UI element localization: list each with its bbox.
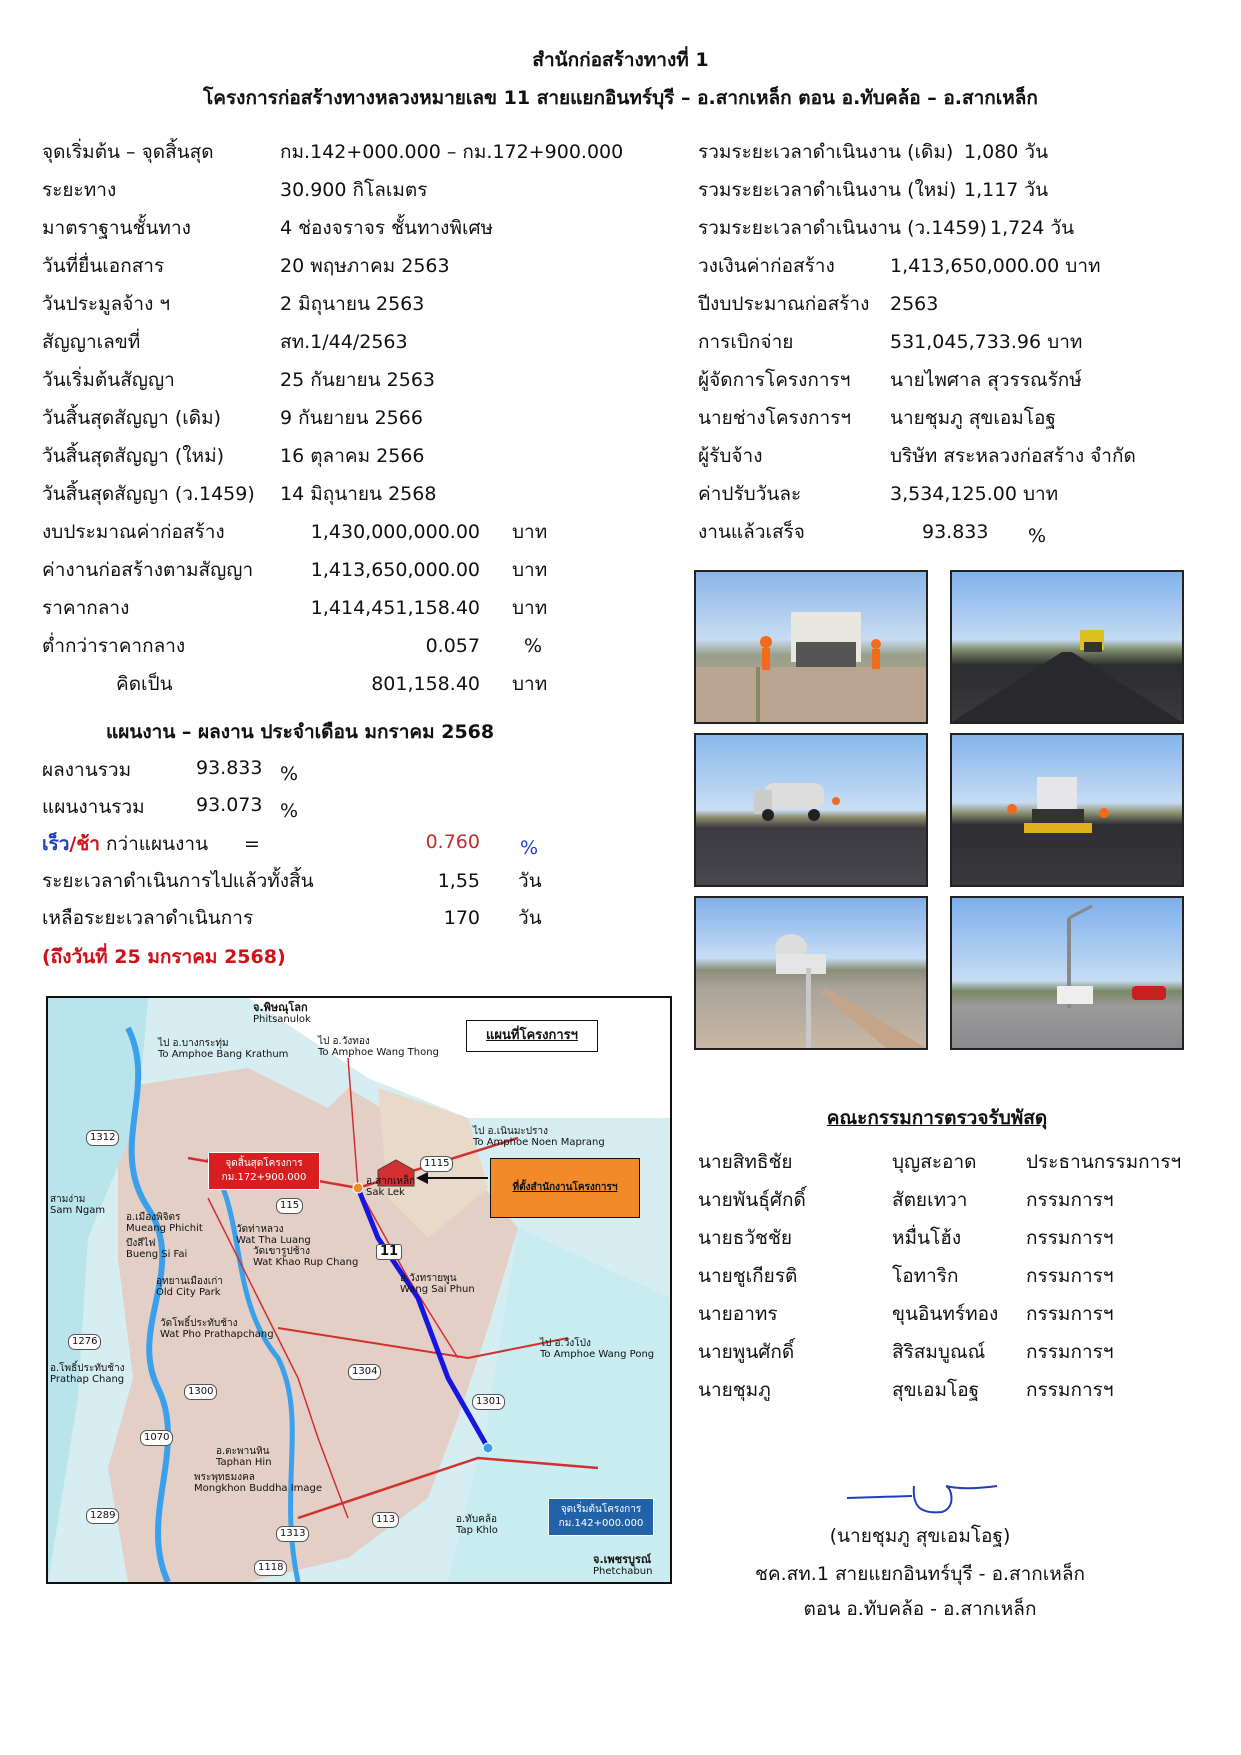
road-number-10: 1313 [276, 1526, 309, 1542]
detail-label: ปีงบประมาณก่อสร้าง [698, 293, 870, 315]
map-place-18: อุทยานเมืองเก่า [156, 1276, 223, 1287]
detail-label: วงเงินค่าก่อสร้าง [698, 255, 835, 277]
map-place-26: อ.โพธิ์ประทับช้าง [50, 1363, 125, 1374]
fast-slow-row [42, 832, 208, 856]
map-place-23: Wang Sai Phun [400, 1284, 475, 1295]
detail-value: สท.1/44/2563 [280, 331, 408, 353]
detail-value: 2563 [890, 293, 939, 315]
project-map [46, 996, 672, 1584]
map-place-30: พระพุทธมงคล [194, 1472, 255, 1483]
signature-name: (นายชุมภู สุขเอมโอฐ) [829, 1525, 1011, 1547]
budget-unit: บาท [512, 597, 548, 619]
map-place-17: Wat Khao Rup Chang [253, 1257, 359, 1268]
road-number-3: 1276 [68, 1334, 101, 1350]
map-place-24: ไป อ.วังโป่ง [540, 1338, 591, 1349]
budget-value: 1,430,000,000.00 [310, 521, 480, 543]
detail-label: ผู้รับจ้าง [698, 445, 763, 467]
office-location-label: ที่ตั้งสำนักงานโครงการฯ [512, 1182, 618, 1193]
detail-value: 25 กันยายน 2563 [280, 369, 436, 391]
committee-member-last: สิริสมบูณณ์ [892, 1341, 986, 1363]
map-place-31: Mongkhon Buddha Image [194, 1483, 323, 1494]
map-place-36: สามง่าม [50, 1194, 86, 1205]
budget-label: ต่ำกว่าราคากลาง [42, 635, 186, 657]
map-place-22: อ.วังทรายพูน [400, 1273, 457, 1284]
as-of-date: (ถึงวันที่ 25 มกราคม 2568) [42, 946, 286, 968]
actual-label: ผลงานรวม [42, 759, 132, 781]
highway-11-shield: 11 [376, 1244, 402, 1260]
construction-photo-5 [694, 896, 928, 1050]
map-place-4: ไป อ.วังทอง [318, 1036, 370, 1047]
road-number-6: 1301 [472, 1394, 505, 1410]
map-place-27: Prathap Chang [50, 1374, 125, 1385]
map-place-19: Old City Park [156, 1287, 221, 1298]
detail-label: รวมระยะเวลาดำเนินงาน (เดิม) [698, 141, 954, 163]
committee-member-role: กรรมการฯ [1026, 1303, 1114, 1325]
concrete-mixer-image [696, 898, 926, 1048]
map-place-6: ไป อ.เนินมะปราง [473, 1126, 549, 1137]
committee-member-first: นายธวัชชัย [698, 1227, 792, 1249]
project-end-label: จุดสิ้นสุดโครงการ [225, 1158, 303, 1169]
asphalt-paver-image [952, 735, 1182, 885]
project-start-km: กม.142+000.000 [558, 1518, 644, 1529]
detail-value: 2 มิถุนายน 2563 [280, 293, 425, 315]
map-place-12: บึงสีไฟ [126, 1238, 156, 1249]
budget-value: 1,413,650,000.00 [310, 559, 480, 581]
map-place-25: To Amphoe Wang Pong [540, 1349, 655, 1360]
map-place-28: อ.ตะพานหิน [216, 1446, 270, 1457]
signature-image [842, 1478, 1002, 1528]
detail-label: รวมระยะเวลาดำเนินงาน (ว.1459) [698, 217, 987, 239]
project-start-marker [548, 1498, 654, 1536]
road-number-8: 1289 [86, 1508, 119, 1524]
map-place-14: วัดท่าหลวง [236, 1224, 284, 1235]
project-start-label: จุดเริ่มต้นโครงการ [560, 1504, 642, 1515]
detail-value: 30.900 กิโลเมตร [280, 179, 428, 201]
map-background [48, 998, 670, 1582]
construction-photo-1 [694, 570, 928, 724]
road-number-2: 115 [276, 1198, 303, 1214]
committee-member-last: สุขเอมโอฐ [892, 1379, 980, 1401]
committee-member-last: โอทาริก [892, 1265, 959, 1287]
detail-value: 1,724 วัน [990, 217, 1075, 239]
detail-value: 16 ตุลาคม 2566 [280, 445, 425, 467]
committee-member-role: กรรมการฯ [1026, 1379, 1114, 1401]
elapsed-label: ระยะเวลาดำเนินการไปแล้วทั้งสิ้น [42, 870, 314, 892]
detail-value: 93.833 [922, 521, 989, 543]
plan-label: แผนงานรวม [42, 796, 145, 818]
map-place-32: อ.ทับคล้อ [456, 1514, 497, 1525]
detail-value: นายชุมภู สุขเอมโอฐ [890, 407, 1056, 429]
road-number-7: 1070 [140, 1430, 173, 1446]
map-place-1: Phitsanulok [253, 1014, 311, 1025]
detail-label: วันสิ้นสุดสัญญา (ว.1459) [42, 483, 255, 505]
detail-value: 14 มิถุนายน 2568 [280, 483, 437, 505]
detail-value: 20 พฤษภาคม 2563 [280, 255, 450, 277]
detail-value: บริษัท สระหลวงก่อสร้าง จำกัด [890, 445, 1136, 467]
signature-line-1: ชค.สท.1 สายแยกอินทร์บุรี - อ.สากเหล็ก [755, 1563, 1085, 1585]
detail-label: วันสิ้นสุดสัญญา (ใหม่) [42, 445, 225, 467]
fast-label: เร็ว [42, 833, 70, 855]
project-title: โครงการก่อสร้างทางหลวงหมายเลข 11 สายแยกอินทร์บุรี – อ.สากเหล็ก ตอน อ.ทับคล้อ – อ.สากเหล็ก [203, 87, 1038, 109]
map-place-3: To Amphoe Bang Krathum [158, 1049, 289, 1060]
equals-sign: = [244, 833, 260, 855]
map-place-7: To Amphoe Noen Maprang [473, 1137, 605, 1148]
remaining-unit: วัน [518, 907, 542, 929]
budget-unit: บาท [512, 673, 548, 695]
map-place-2: ไป อ.บางกระทุ่ม [158, 1038, 229, 1049]
road-number-9: 113 [372, 1512, 399, 1528]
committee-title: คณะกรรมการตรวจรับพัสดุ [826, 1107, 1048, 1129]
construction-photo-3 [694, 733, 928, 887]
map-place-29: Taphan Hin [216, 1457, 272, 1468]
road-number-4: 1304 [348, 1364, 381, 1380]
remaining-value: 170 [443, 907, 480, 929]
committee-member-last: หมื่นโฮ้ง [892, 1227, 962, 1249]
detail-label: จุดเริ่มต้น – จุดสิ้นสุด [42, 141, 214, 163]
map-place-21: Wat Pho Prathapchang [160, 1329, 274, 1340]
committee-member-first: นายชูเกียรติ [698, 1265, 798, 1287]
detail-label: สัญญาเลขที่ [42, 331, 141, 353]
committee-member-role: กรรมการฯ [1026, 1189, 1114, 1211]
budget-unit: บาท [512, 521, 548, 543]
road-number-5: 1300 [184, 1384, 217, 1400]
pole-installation-image [952, 898, 1182, 1048]
detail-label: ผู้จัดการโครงการฯ [698, 369, 851, 391]
map-place-15: Wat Tha Luang [236, 1235, 311, 1246]
detail-label: นายช่างโครงการฯ [698, 407, 852, 429]
committee-member-last: บุญสะอาด [892, 1151, 977, 1173]
committee-member-role: ประธานกรรมการฯ [1026, 1151, 1182, 1173]
budget-label: ค่างานก่อสร้างตามสัญญา [42, 559, 254, 581]
elapsed-unit: วัน [518, 870, 542, 892]
detail-label: มาตราฐานชั้นทาง [42, 217, 191, 239]
detail-value: 3,534,125.00 บาท [890, 483, 1059, 505]
road-roller-image [952, 572, 1182, 722]
committee-member-first: นายพันธุ์ศักดิ์ [698, 1189, 806, 1211]
detail-label: วันประมูลจ้าง ฯ [42, 293, 171, 315]
construction-photo-2 [950, 570, 1184, 724]
detail-label: วันเริ่มต้นสัญญา [42, 369, 175, 391]
office-location-box [490, 1158, 640, 1218]
map-place-0: จ.พิษณุโลก [253, 1001, 308, 1014]
detail-value: 4 ช่องจราจร ชั้นทางพิเศษ [280, 217, 494, 239]
map-place-10: อ.เมืองพิจิตร [126, 1212, 181, 1223]
construction-photo-6 [950, 896, 1184, 1050]
road-number-0: 1312 [86, 1130, 119, 1146]
map-title: แผนที่โครงการฯ [486, 1028, 578, 1043]
detail-value: นายไพศาล สุวรรณรักษ์ [890, 369, 1082, 391]
plan-unit: % [280, 800, 299, 822]
elapsed-value: 1,55 [437, 870, 480, 892]
detail-label: วันสิ้นสุดสัญญา (เดิม) [42, 407, 222, 429]
committee-member-role: กรรมการฯ [1026, 1341, 1114, 1363]
committee-member-last: สัตยเทวา [892, 1189, 968, 1211]
map-place-11: Mueang Phichit [126, 1223, 203, 1234]
detail-value: 1,413,650,000.00 บาท [890, 255, 1101, 277]
committee-member-first: นายพูนศักดิ์ [698, 1341, 795, 1363]
map-place-35: Phetchabun [593, 1566, 653, 1577]
map-place-20: วัดโพธิ์ประทับช้าง [160, 1318, 238, 1329]
project-end-km: กม.172+900.000 [221, 1172, 307, 1183]
budget-value: 0.057 [425, 635, 480, 657]
signature-line-2: ตอน อ.ทับคล้อ - อ.สากเหล็ก [803, 1598, 1037, 1620]
committee-member-role: กรรมการฯ [1026, 1265, 1114, 1287]
detail-label: งานแล้วเสร็จ [698, 521, 805, 543]
vs-plan-label: กว่าแผนงาน [99, 833, 209, 855]
diff-value: 0.760 [425, 831, 480, 853]
detail-value: 531,045,733.96 บาท [890, 331, 1083, 353]
budget-label: งบประมาณค่าก่อสร้าง [42, 521, 225, 543]
detail-value: 1,080 วัน [964, 141, 1049, 163]
map-place-16: วัดเขารูปช้าง [253, 1246, 310, 1257]
committee-member-first: นายอาทร [698, 1303, 778, 1325]
project-end-marker [208, 1152, 320, 1190]
map-place-37: Sam Ngam [50, 1205, 106, 1216]
detail-label: ระยะทาง [42, 179, 117, 201]
map-place-34: จ.เพชรบูรณ์ [593, 1553, 652, 1566]
remaining-label: เหลือระยะเวลาดำเนินการ [42, 907, 254, 929]
committee-member-role: กรรมการฯ [1026, 1227, 1114, 1249]
water-truck-image [696, 735, 926, 885]
map-place-33: Tap Khlo [456, 1525, 498, 1536]
detail-label: รวมระยะเวลาดำเนินงาน (ใหม่) [698, 179, 957, 201]
actual-unit: % [280, 763, 299, 785]
road-number-11: 1118 [254, 1560, 287, 1576]
map-place-5: To Amphoe Wang Thong [318, 1047, 439, 1058]
budget-value: 1,414,451,158.40 [310, 597, 480, 619]
detail-unit: % [1028, 525, 1047, 547]
construction-photo-4 [950, 733, 1184, 887]
budget-label: ราคากลาง [42, 597, 130, 619]
budget-unit: บาท [512, 559, 548, 581]
budget-label: คิดเป็น [116, 673, 173, 695]
detail-value: กม.142+000.000 – กม.172+900.000 [280, 141, 624, 163]
budget-unit: % [524, 635, 543, 657]
map-place-13: Bueng Si Fai [126, 1249, 188, 1260]
progress-title: แผนงาน – ผลงาน ประจำเดือน มกราคม 2568 [106, 721, 495, 743]
committee-member-first: นายชุมภู [698, 1379, 771, 1401]
plan-value: 93.073 [196, 794, 263, 816]
diff-unit: % [520, 837, 539, 859]
road-number-1: 1115 [420, 1156, 453, 1172]
committee-member-last: ขุนอินทร์ทอง [892, 1303, 999, 1325]
slow-label: ช้า [76, 833, 100, 855]
office-title: สำนักก่อสร้างทางที่ 1 [532, 49, 709, 71]
detail-label: การเบิกจ่าย [698, 331, 794, 353]
map-place-8: อ.สากเหล็ก [366, 1176, 416, 1187]
map-title-box [466, 1020, 598, 1052]
budget-value: 801,158.40 [371, 673, 480, 695]
slash: / [69, 833, 77, 855]
map-place-9: Sak Lek [366, 1187, 405, 1198]
paving-machine-image [696, 572, 926, 722]
detail-label: วันที่ยื่นเอกสาร [42, 255, 165, 277]
detail-label: ค่าปรับวันละ [698, 483, 802, 505]
committee-member-first: นายสิทธิชัย [698, 1151, 793, 1173]
actual-value: 93.833 [196, 757, 263, 779]
detail-value: 1,117 วัน [964, 179, 1049, 201]
detail-value: 9 กันยายน 2566 [280, 407, 423, 429]
